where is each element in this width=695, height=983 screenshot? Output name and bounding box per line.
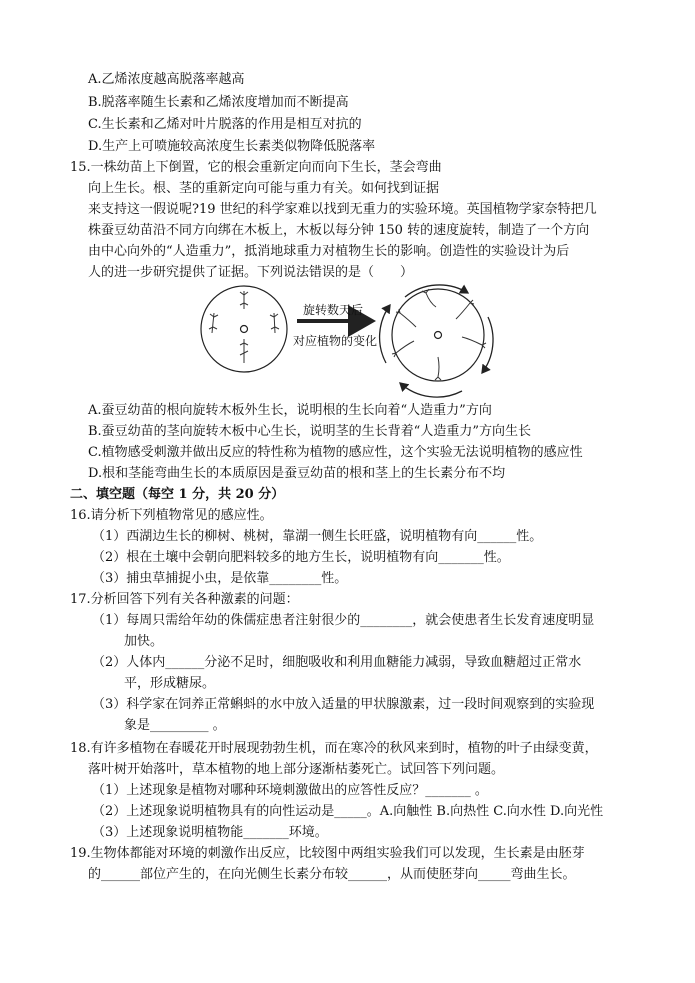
q18-item: （3）上述现象说明植物能_______环境。 (92, 825, 328, 840)
q18-item: （2）上述现象说明植物具有的向性运动是_____。A.向触性 B.向热性 C.向水性 D.向光性 (92, 804, 604, 819)
left-board-before (201, 286, 287, 372)
q17-item-cont: 象是_________ 。 (124, 718, 226, 733)
q14-option-d: D.生产上可喷施较高浓度生长素类似物降低脱落率 (88, 139, 376, 154)
q18-stem-cont: 落叶树开始落叶，草本植物的地上部分逐渐枯萎死亡。试回答下列问题。 (88, 762, 505, 777)
q15-option-c: C.植物感受刺激并做出反应的特性称为植物的感应性，这个实验无法说明植物的感应性 (88, 445, 583, 460)
q17-item: （1）每周只需给年幼的侏儒症患者注射很少的________，就会使患者生长发育速度明显 (92, 613, 595, 628)
right-board-after (380, 285, 493, 397)
arrow-label-bottom: 对应植物的变化 (293, 334, 378, 348)
q15-option-a: A.蚕豆幼苗的根向旋转木板外生长，说明根的生长向着“人造重力”方向 (88, 403, 492, 418)
q14-option-a: A.乙烯浓度越高脱落率越高 (88, 72, 245, 87)
q15-stem-line: 人的进一步研究提供了证据。下列说法错误的是（ ） (88, 265, 414, 280)
q16-item: （2）根在土壤中会朝向肥料较多的地方生长，说明植物有向_______性。 (92, 550, 510, 565)
q15-stem-line: 向上生长。根、茎的重新定向可能与重力有关。如何找到证据 (88, 181, 440, 196)
q15-stem-line: 15.一株幼苗上下倒置，它的根会重新定向而向下生长，茎会弯曲 (70, 160, 442, 175)
q17-stem: 17.分析回答下列有关各种激素的问题： (70, 592, 299, 607)
q15-option-b: B.蚕豆幼苗的茎向旋转木板中心生长，说明茎的生长背着“人造重力”方向生长 (88, 424, 531, 439)
q17-item-cont: 平，形成糖尿。 (124, 676, 216, 691)
q16-item: （3）捕虫草捕捉小虫，是依靠________性。 (92, 571, 348, 586)
q17-item-cont: 加快。 (124, 634, 164, 649)
q19-stem: 19.生物体都能对环境的刺激作出反应，比较图中两组实验我们可以发现，生长素是由胚芽 (70, 846, 585, 861)
q17-item: （2）人体内______分泌不足时，细胞吸收和利用血糖能力减弱，导致血糖超过正常水 (92, 655, 582, 670)
q15-stem-line: 由中心向外的“人造重力”，抵消地球重力对植物生长的影响。创造性的实验设计为后 (88, 244, 570, 259)
q17-item: （3）科学家在饲养正常蝌蚪的水中放入适量的甲状腺激素，过一段时间观察到的实验现 (92, 697, 595, 712)
rotating-board-diagram (200, 283, 500, 398)
q14-option-c: C.生长素和乙烯对叶片脱落的作用是相互对抗的 (88, 117, 362, 132)
section-title: 二、填空题（每空 1 分，共 20 分） (70, 487, 285, 502)
q15-stem-line: 株蚕豆幼苗沿不同方向绑在木板上，木板以每分钟 150 转的速度旋转，制造了一个方向 (88, 223, 590, 238)
q18-item: （1）上述现象是植物对哪种环境刺激做出的应答性反应？_______ 。 (92, 783, 488, 798)
q18-stem: 18.有许多植物在春暖花开时展现勃勃生机，而在寒冷的秋风来到时，植物的叶子由绿变黄， (70, 741, 598, 756)
q16-item: （1）西湖边生长的柳树、桃树，靠湖一侧生长旺盛，说明植物有向______性。 (92, 529, 543, 544)
arrow-label-top: 旋转数天后 (303, 303, 364, 317)
rotating-board-figure (200, 283, 500, 398)
q19-stem-cont: 的______部位产生的，在向光侧生长素分布较______，从而使胚芽向_____弯曲生长。 (88, 867, 576, 882)
q16-stem: 16.请分析下列植物常见的感应性。 (70, 508, 273, 523)
q15-stem-line: 来支持这一假说呢?19 世纪的科学家难以找到无重力的实验环境。英国植物学家奈特把几 (88, 202, 597, 217)
q14-option-b: B.脱落率随生长素和乙烯浓度增加而不断提高 (88, 95, 349, 110)
q15-option-d: D.根和茎能弯曲生长的本质原因是蚕豆幼苗的根和茎上的生长素分布不均 (88, 466, 506, 481)
